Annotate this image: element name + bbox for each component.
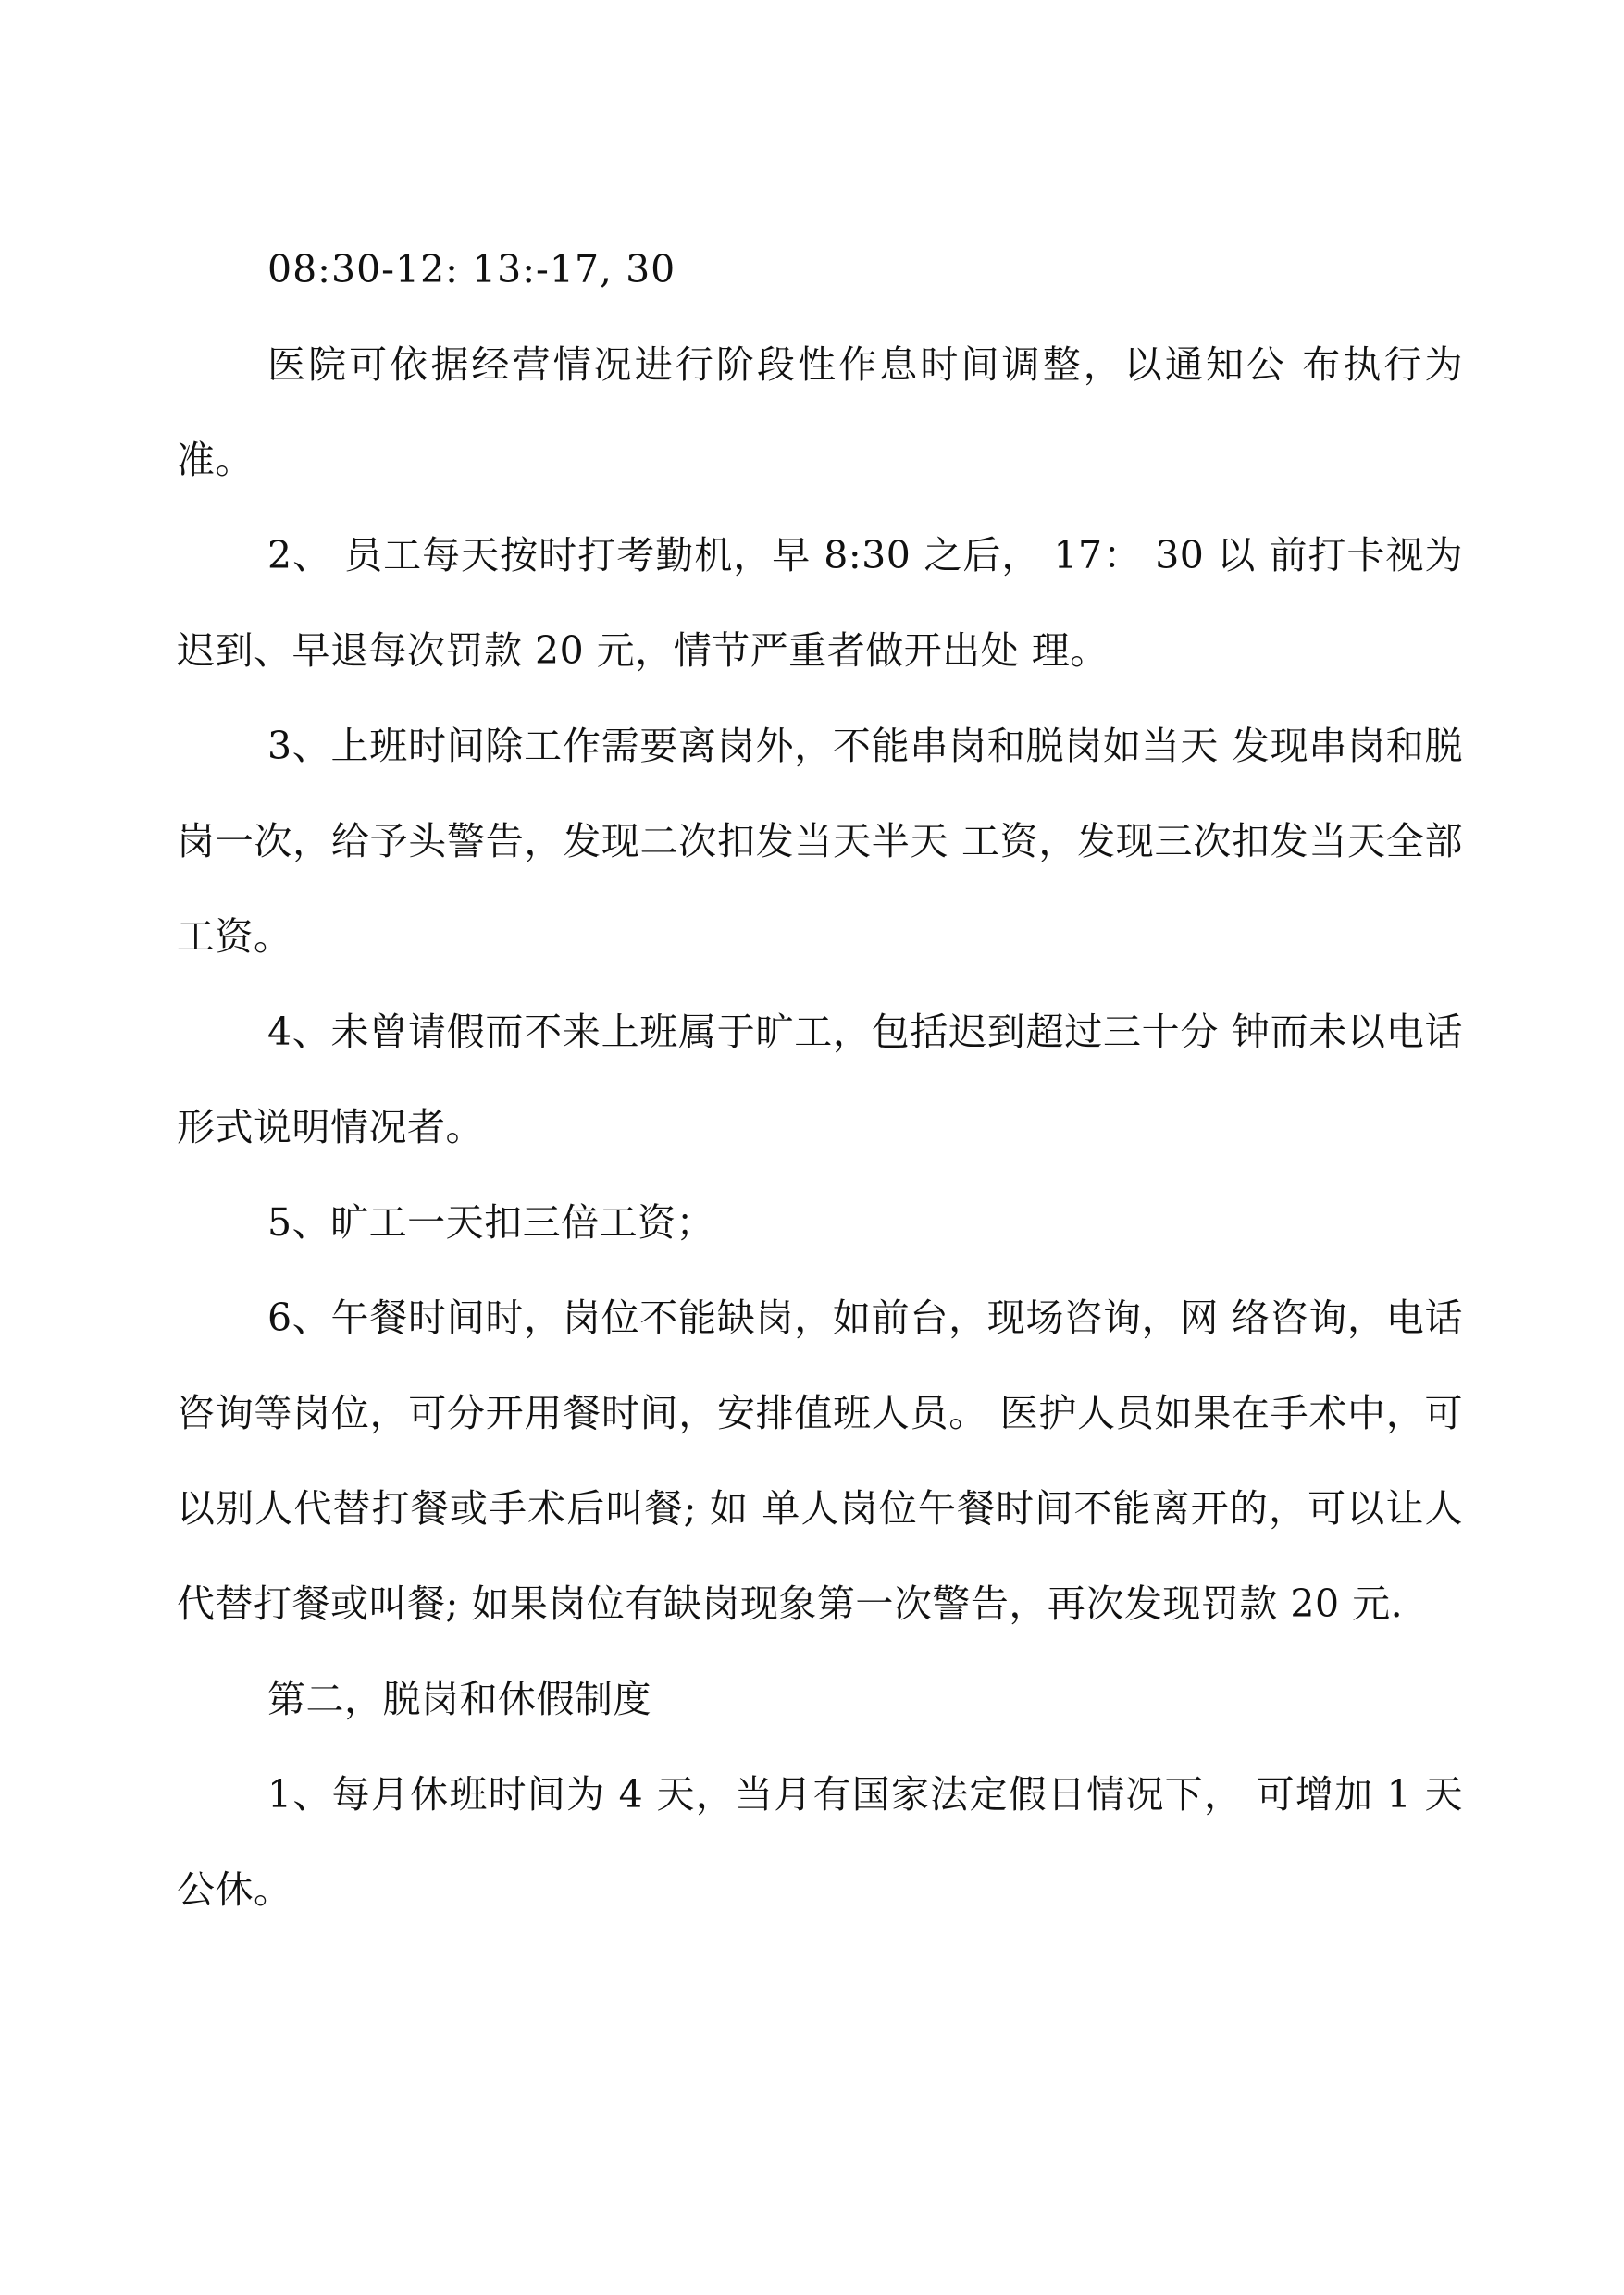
section-heading: 第二，脱岗和休假制度 (267, 1677, 651, 1721)
attendance-rule-3: 3、上班时间除工作需要离岗外，不能串岗和脱岗如当天 发现串岗和脱岗一次，给予头警告，发现二次扣发当天半天 工资，发现三次扣发当天全部工资。 (177, 724, 1463, 959)
schedule-adjustment-paragraph: 医院可依据经营情况进行阶段性作息时间调整，以通知公 布执行为准。 (177, 342, 1463, 482)
attendance-rule-2: 2、 员工每天按时打考勤机，早 8:30 之后， 17： 30 以 前打卡视为迟到、早退每次罚款 20 元，情节严重者做开出处 理。 (177, 533, 1463, 673)
work-hours-line: 08:30-12: 13:-17, 30 (267, 247, 676, 292)
attendance-rule-5: 5、旷工一天扣三倍工资； (267, 1200, 715, 1245)
attendance-rule-6: 6、午餐时间时，岗位不能缺岗，如前台，现场咨询，网 络咨询，电话咨询等岗位，可分开用餐时间，安排值班人员。 医护人员如果在手术中，可以别人代替打餐或手术后叫餐; 如 单人岗位午餐时间不能离开的，可以让人代替打餐或叫餐; 如果岗位有缺岗现象第一次警告，再次发现罚款 20 元. (177, 1296, 1463, 1626)
attendance-rule-4: 4、未曾请假而不来上班属于旷工，包括迟到超过三十分 钟而未以电话形式说明情况者。 (177, 1010, 1463, 1149)
leave-rule-1: 1、每月休班时间为 4 天，当月有国家法定假日情况下， 可增加 1 天公休。 (177, 1772, 1463, 1912)
document-body (177, 222, 1463, 1938)
